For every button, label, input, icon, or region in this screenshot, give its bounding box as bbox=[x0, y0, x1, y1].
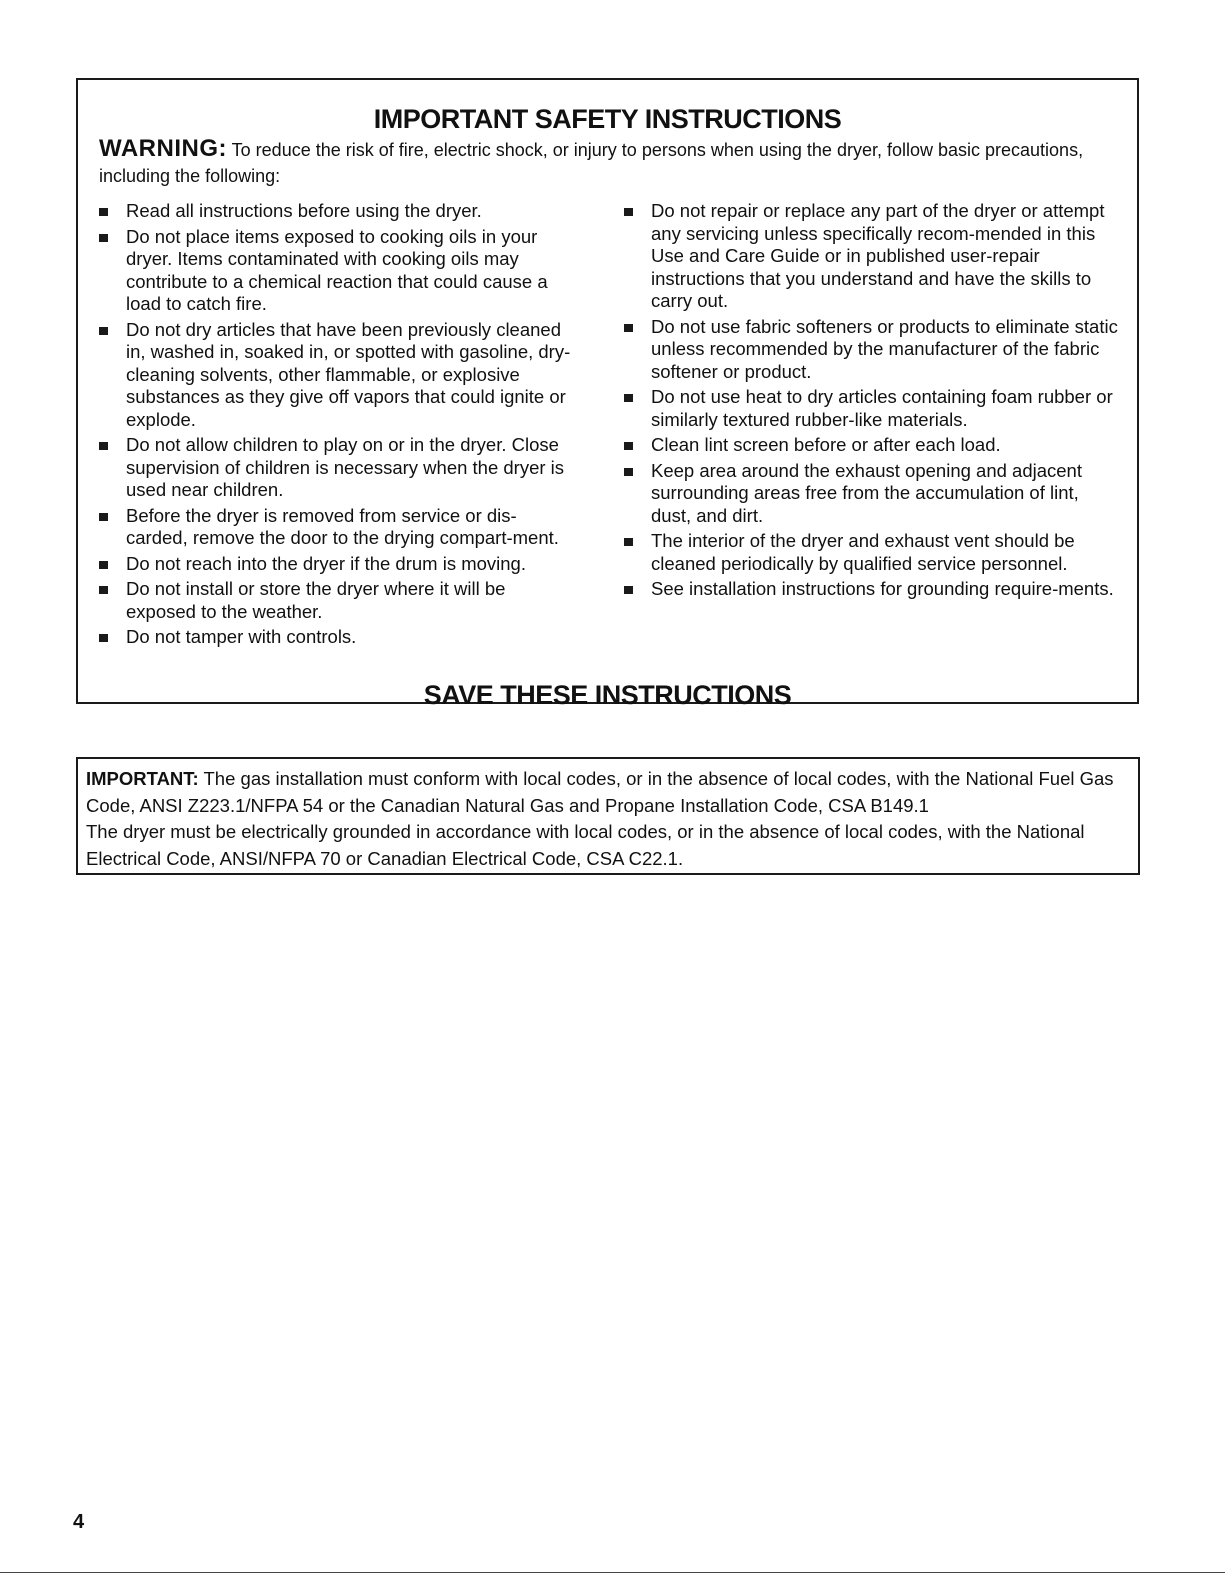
warning-paragraph bbox=[99, 136, 1129, 189]
list-item bbox=[651, 316, 1121, 384]
warning-text: To reduce the risk of fire, electric shock, or injury to persons when using the dryer, follow basic precautions, including the following: bbox=[99, 140, 1084, 186]
safety-title: IMPORTANT SAFETY INSTRUCTIONS bbox=[373, 104, 842, 134]
list-item bbox=[651, 530, 1121, 575]
list-item bbox=[126, 578, 576, 623]
list-item-text: Clean lint screen before or after each load. bbox=[651, 434, 1001, 455]
safety-instructions-box bbox=[76, 78, 1139, 710]
square-bullet-icon bbox=[99, 561, 108, 569]
square-bullet-icon bbox=[99, 208, 108, 216]
square-bullet-icon bbox=[99, 634, 108, 642]
square-bullet-icon bbox=[624, 394, 633, 402]
list-item bbox=[126, 319, 576, 432]
list-item-text: See installation instructions for grounding require-ments. bbox=[651, 578, 1114, 599]
important-notice-box bbox=[76, 757, 1140, 875]
list-item-text: Do not install or store the dryer where it will be exposed to the weather. bbox=[126, 578, 506, 622]
square-bullet-icon bbox=[624, 538, 633, 546]
square-bullet-icon bbox=[624, 468, 633, 476]
list-item-text: The interior of the dryer and exhaust vent should be cleaned periodically by qualified service personnel. bbox=[651, 530, 1075, 574]
page-number: 4 bbox=[73, 1511, 85, 1533]
list-item bbox=[126, 226, 576, 316]
list-item-text: Before the dryer is removed from service or dis-carded, remove the door to the drying compart-ment. bbox=[126, 504, 559, 548]
list-item-text: Do not dry articles that have been previously cleaned in, washed in, soaked in, or spotted with gasoline, dry-cleaning solvents, other flammable, or explosive substances as they give off vapors that could ignite or explode. bbox=[126, 318, 571, 430]
list-item-text: Do not repair or replace any part of the dryer or attempt any servicing unless specifically recom-mended in this Use and Care Guide or in published user-repair instructions that you understand and have the skills to carry out. bbox=[651, 200, 1105, 311]
list-item-text: Do not allow children to play on or in the dryer. Close supervision of children is necessary when the dryer is used near children. bbox=[126, 434, 565, 500]
square-bullet-icon bbox=[99, 586, 108, 594]
list-item bbox=[651, 578, 1121, 601]
list-item bbox=[651, 386, 1121, 431]
square-bullet-icon bbox=[99, 442, 108, 450]
warning-label: WARNING: bbox=[99, 135, 227, 162]
list-item bbox=[126, 553, 576, 576]
gas-installation-text: The gas installation must conform with local codes, or in the absence of local codes, with the National Fuel Gas Code, ANSI Z223.1/NFPA 54 or the Canadian Natural Gas and Propane Installation Code, CSA B149.1 bbox=[86, 768, 1114, 816]
list-item-text: Do not place items exposed to cooking oils in your dryer. Items contaminated with cooking oils may contribute to a chemical reaction that could cause a load to catch fire. bbox=[126, 225, 548, 314]
list-item bbox=[126, 626, 576, 649]
important-label: IMPORTANT: bbox=[86, 768, 199, 789]
list-item-text: Do not reach into the dryer if the drum is moving. bbox=[126, 552, 526, 574]
list-item-text: Do not use fabric softeners or products to eliminate static unless recommended by the manufacturer of the fabric softener or product. bbox=[651, 315, 1118, 382]
list-item bbox=[651, 460, 1121, 528]
list-item bbox=[126, 434, 576, 502]
square-bullet-icon bbox=[624, 586, 633, 594]
list-item bbox=[126, 200, 576, 223]
list-item bbox=[126, 505, 576, 550]
square-bullet-icon bbox=[99, 513, 108, 521]
square-bullet-icon bbox=[624, 324, 633, 332]
list-item bbox=[651, 434, 1121, 457]
save-instructions-title: SAVE THESE INSTRUCTIONS bbox=[423, 680, 792, 710]
gas-installation-notice bbox=[86, 766, 1128, 819]
square-bullet-icon bbox=[624, 208, 633, 216]
bottom-divider bbox=[0, 1572, 1225, 1573]
safety-list-left bbox=[126, 200, 576, 652]
electrical-grounding-notice: The dryer must be electrically grounded in accordance with local codes, or in the absence of local codes, with the National Electrical Code, ANSI/NFPA 70 or Canadian Electrical Code, CSA C22.1. bbox=[86, 821, 1085, 869]
list-item-text: Keep area around the exhaust opening and adjacent surrounding areas free from the accumulation of lint, dust, and dirt. bbox=[651, 459, 1082, 526]
square-bullet-icon bbox=[624, 442, 633, 450]
list-item-text: Do not tamper with controls. bbox=[126, 626, 357, 647]
safety-list-right bbox=[651, 200, 1121, 604]
square-bullet-icon bbox=[99, 327, 108, 335]
square-bullet-icon bbox=[99, 234, 108, 242]
list-item bbox=[651, 200, 1121, 313]
list-item-text: Do not use heat to dry articles containing foam rubber or similarly textured rubber-like materials. bbox=[651, 386, 1113, 430]
list-item-text: Read all instructions before using the dryer. bbox=[126, 200, 482, 221]
